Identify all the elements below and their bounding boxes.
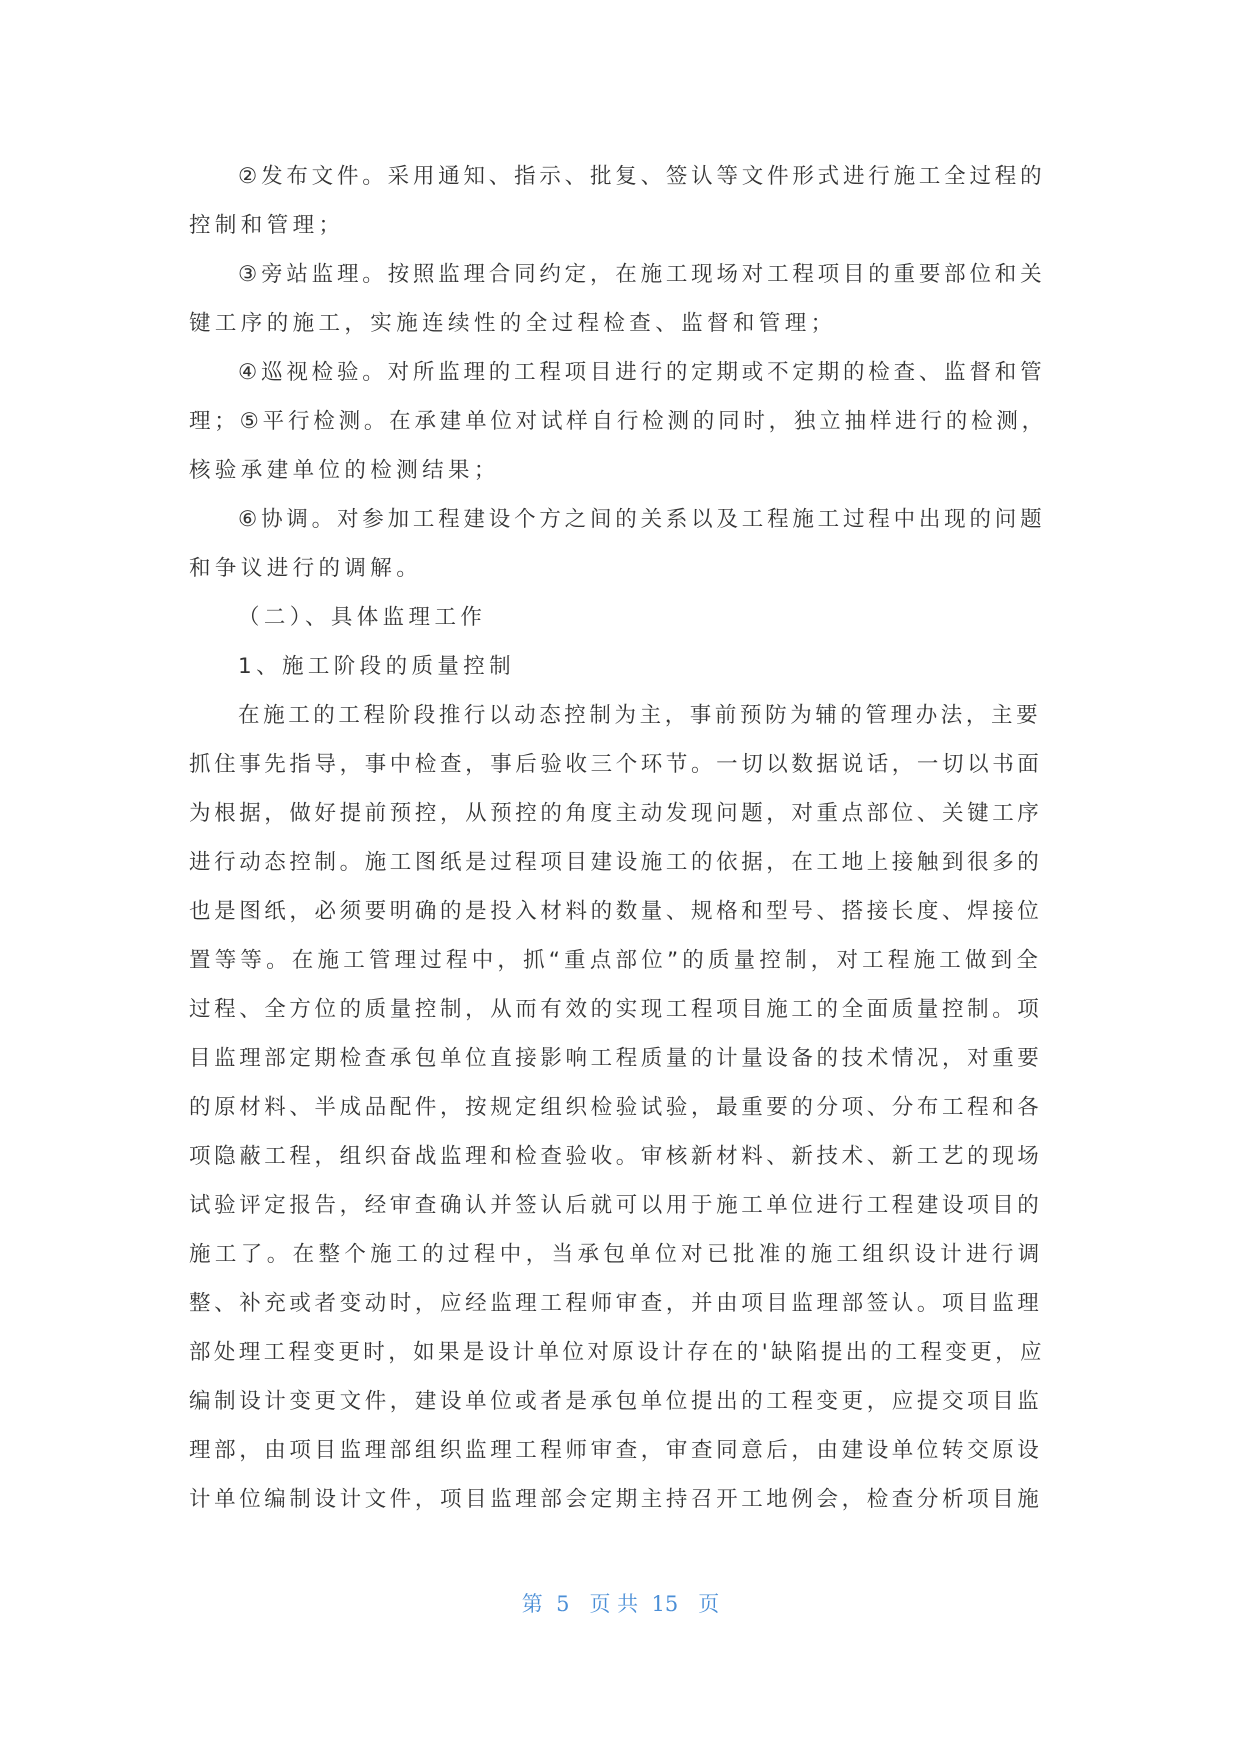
document-body	[189, 152, 1047, 1524]
text-line: 过程、全方位的质量控制，从而有效的实现工程项目施工的全面质量控制。项	[189, 997, 1043, 1022]
text-line: 理部，由项目监理部组织监理工程师审查，审查同意后，由建设单位转交原设	[189, 1438, 1043, 1463]
text-line: 进行动态控制。施工图纸是过程项目建设施工的依据，在工地上接触到很多的	[189, 850, 1043, 875]
text-line: 控制和管理；	[189, 213, 345, 238]
text-line: 也是图纸，必须要明确的是投入材料的数量、规格和型号、搭接长度、焊接位	[189, 899, 1043, 924]
text-line: 项隐蔽工程，组织奋战监理和检查验收。审核新材料、新技术、新工艺的现场	[189, 1144, 1043, 1169]
text-line: （二）、具体监理工作	[238, 605, 487, 630]
text-line: 目监理部定期检查承包单位直接影响工程质量的计量设备的技术情况，对重要	[189, 1046, 1043, 1071]
text-line: 1、施工阶段的质量控制	[238, 654, 516, 679]
text-line: 编制设计变更文件，建设单位或者是承包单位提出的工程变更，应提交项目监	[189, 1389, 1043, 1414]
text-line: ②发布文件。采用通知、指示、批复、签认等文件形式进行施工全过程的	[238, 164, 1046, 189]
text-line: 抓住事先指导，事中检查，事后验收三个环节。一切以数据说话，一切以书面	[189, 752, 1043, 777]
text-line: ⑥协调。对参加工程建设个方之间的关系以及工程施工过程中出现的问题	[238, 507, 1046, 532]
text-line: 在施工的工程阶段推行以动态控制为主，事前预防为辅的管理办法，主要	[238, 703, 1042, 728]
text-line: 试验评定报告，经审查确认并签认后就可以用于施工单位进行工程建设项目的	[189, 1193, 1043, 1218]
text-line: 理；⑤平行检测。在承建单位对试样自行检测的同时，独立抽样进行的检测，	[189, 409, 1047, 434]
text-line: ③旁站监理。按照监理合同约定，在施工现场对工程项目的重要部位和关	[238, 262, 1046, 287]
text-line: 的原材料、半成品配件，按规定组织检验试验，最重要的分项、分布工程和各	[189, 1095, 1043, 1120]
text-line: 核验承建单位的检测结果；	[189, 458, 500, 483]
text-line: 和争议进行的调解。	[189, 556, 423, 581]
text-line: 为根据，做好提前预控，从预控的角度主动发现问题，对重点部位、关键工序	[189, 801, 1043, 826]
text-line: ④巡视检验。对所监理的工程项目进行的定期或不定期的检查、监督和管	[238, 360, 1046, 385]
text-line: 施工了。在整个施工的过程中，当承包单位对已批准的施工组织设计进行调	[189, 1242, 1044, 1267]
text-line: 部处理工程变更时，如果是设计单位对原设计存在的'缺陷提出的工程变更，应	[189, 1340, 1045, 1365]
text-line: 计单位编制设计文件，项目监理部会定期主持召开工地例会，检查分析项目施	[189, 1487, 1043, 1512]
text-line: 键工序的施工，实施连续性的全过程检查、监督和管理；	[189, 311, 837, 336]
text-line: 整、补充或者变动时，应经监理工程师审查，并由项目监理部签认。项目监理	[189, 1291, 1043, 1316]
page-footer: 第 5 页 共 15 页	[521, 1592, 720, 1616]
text-line: 置等等。在施工管理过程中，抓“重点部位”的质量控制，对工程施工做到全	[189, 948, 1043, 973]
